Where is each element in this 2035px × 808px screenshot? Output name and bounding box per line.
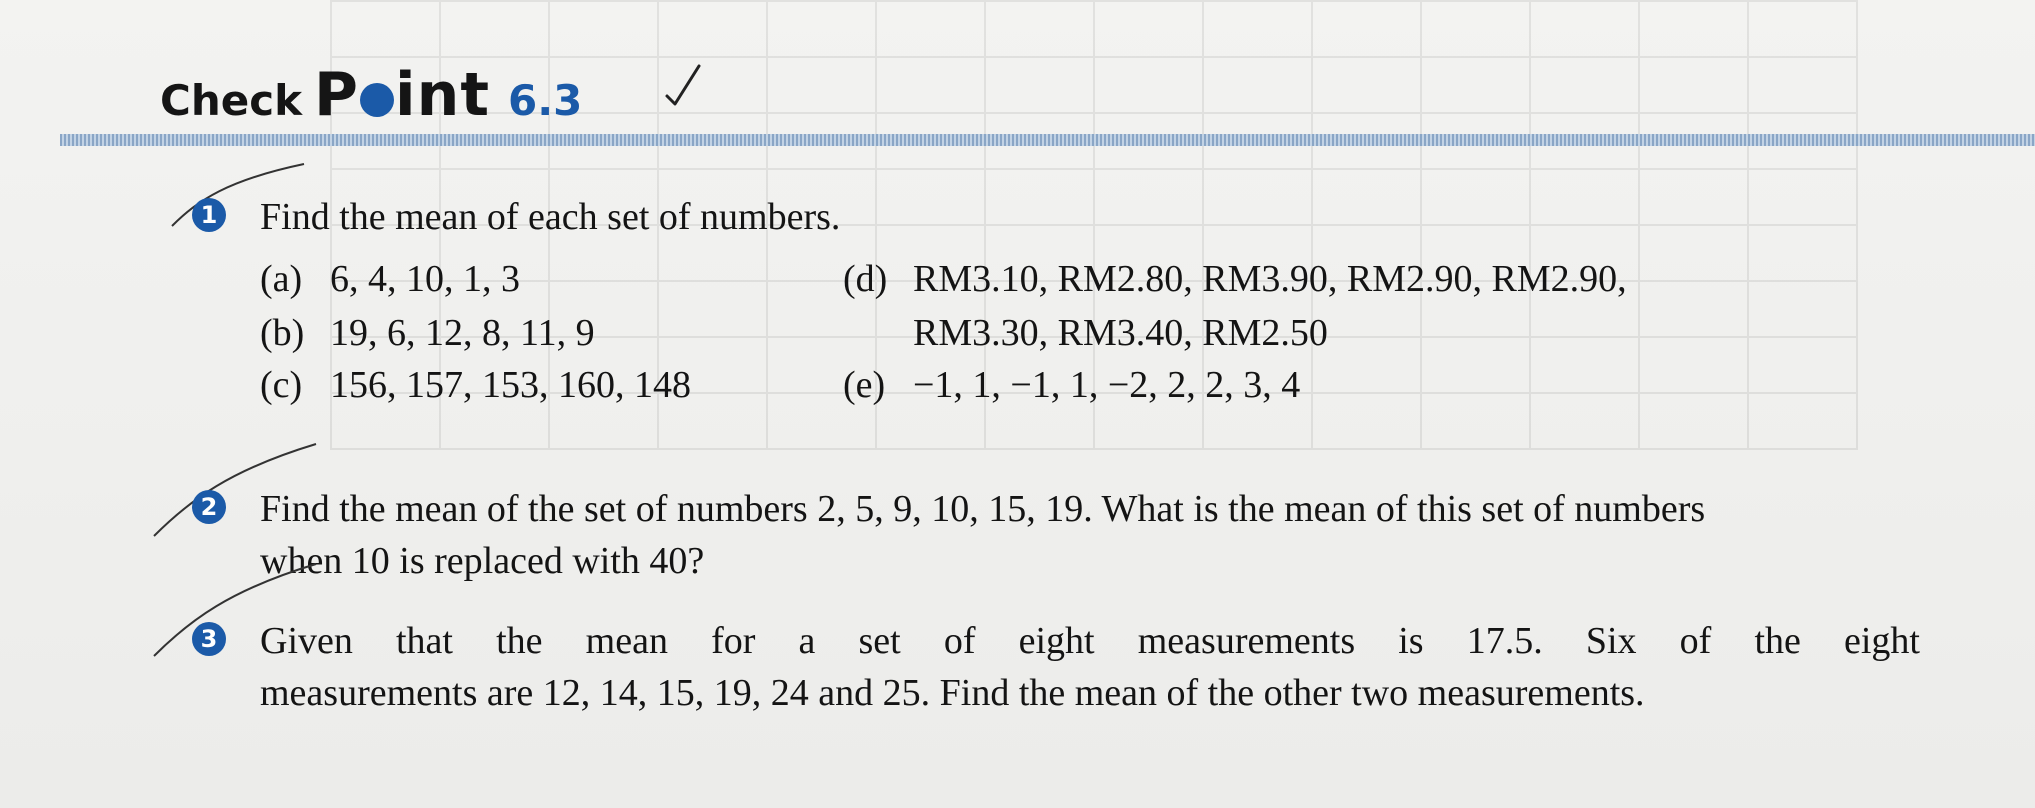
question-3-badge: 3 — [192, 622, 226, 656]
tick-icon — [663, 62, 703, 108]
question-2-badge: 2 — [192, 490, 226, 524]
question-2-line-2: when 10 is replaced with 40? — [260, 540, 705, 582]
checkpoint-heading — [160, 60, 582, 130]
part-label: (b) — [260, 312, 305, 354]
heading-section-number: 6.3 — [508, 76, 583, 125]
part-label: (a) — [260, 258, 303, 300]
part-label: (e) — [843, 364, 886, 406]
question-1-part-c — [260, 362, 691, 408]
question-1-part-a — [260, 256, 520, 302]
heading-check-word: Check — [160, 76, 303, 125]
question-1-part-e — [843, 362, 1300, 408]
question-1-part-d-continuation: RM3.30, RM3.40, RM2.50 — [913, 312, 1328, 354]
part-values: −1, 1, −1, 1, −2, 2, 2, 3, 4 — [913, 364, 1301, 406]
part-label: (d) — [843, 258, 888, 300]
question-3-line-1 — [260, 618, 1920, 664]
question-1-part-b — [260, 310, 595, 356]
question-2-line-1: Find the mean of the set of numbers 2, 5, 9, 10, 15, 19. What is the mean of this set of numbers — [260, 488, 1706, 530]
question-1-part-d — [843, 256, 1627, 302]
question-1-text: Find the mean of each set of numbers. — [260, 196, 841, 238]
question-3-line-1-text: Given that the mean for a set of eight measurements is 17.5. Six of the eight — [260, 620, 1920, 662]
question-3-line-2: measurements are 12, 14, 15, 19, 24 and 25. Find the mean of the other two measurements. — [260, 672, 1645, 714]
heading-rule — [60, 134, 2035, 146]
part-values: 19, 6, 12, 8, 11, 9 — [330, 312, 595, 354]
part-values: RM3.10, RM2.80, RM3.90, RM2.90, RM2.90, — [913, 258, 1627, 300]
question-1-badge: 1 — [192, 198, 226, 232]
part-values: 156, 157, 153, 160, 148 — [330, 364, 691, 406]
heading-point-word: P int — [314, 60, 490, 130]
part-label: (c) — [260, 364, 303, 406]
part-values: 6, 4, 10, 1, 3 — [330, 258, 520, 300]
dot-icon — [360, 83, 394, 117]
